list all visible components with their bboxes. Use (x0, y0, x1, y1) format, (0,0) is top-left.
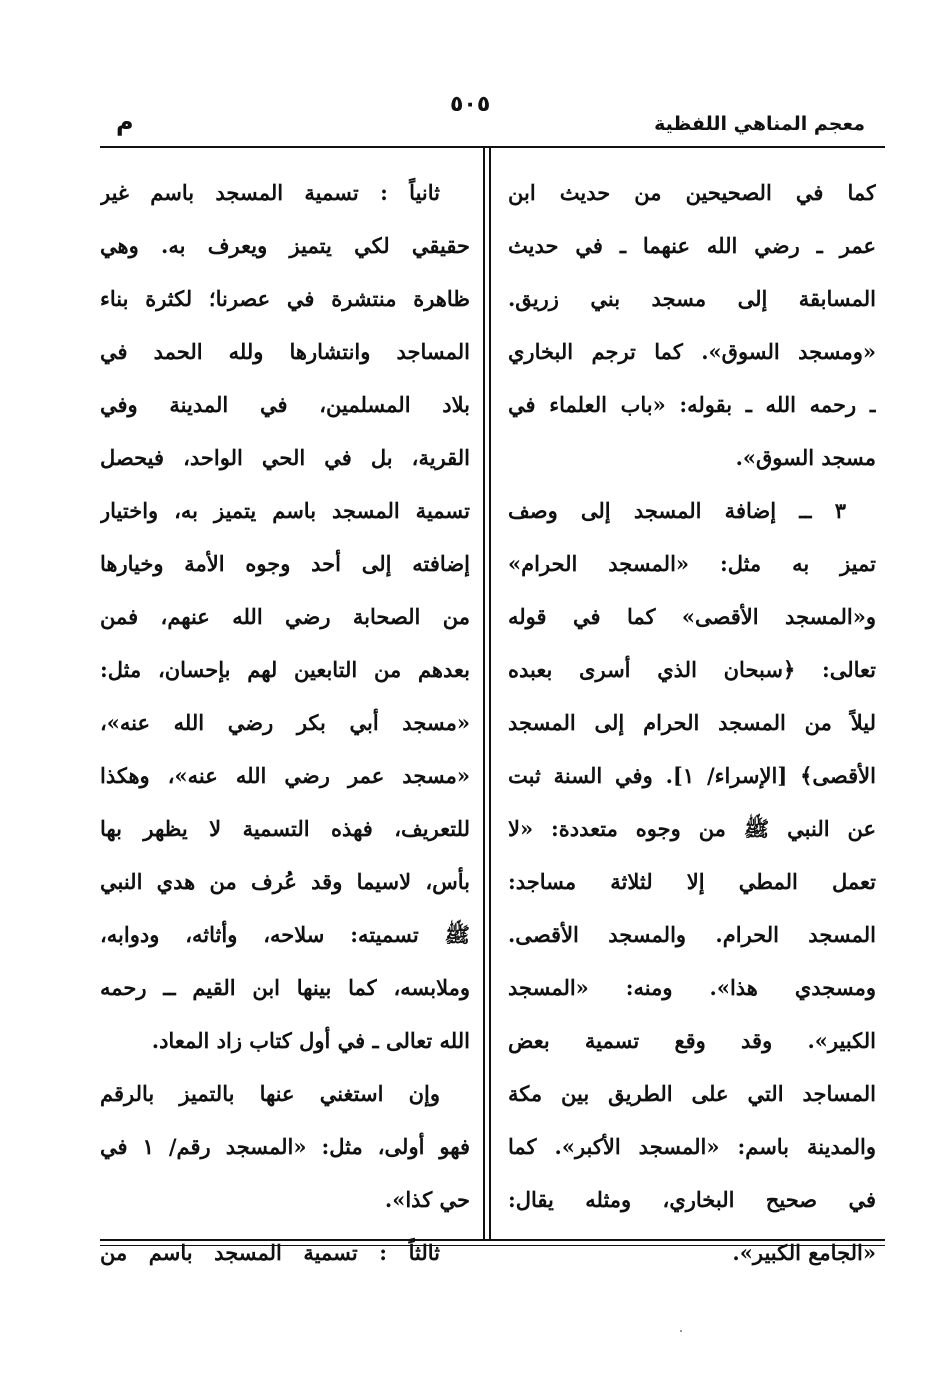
book-title: معجم المناهي اللفظية (654, 113, 865, 135)
text-line: مسجد السوق». (735, 445, 876, 470)
text-line: المساجد وانتشارها ولله الحمد في (100, 339, 470, 364)
text-line: ثالثاً : تسمية المسجد باسم من (100, 1240, 440, 1265)
text-line: بلاد المسلمين، في المدينة وفي (100, 392, 470, 417)
text-line: وإن استغني عنها بالتميز بالرقم (100, 1081, 440, 1106)
text-line: حقيقي لكي يتميز ويعرف به. وهي (100, 233, 470, 258)
text-line: المساجد التي على الطريق بين مكة (508, 1081, 876, 1106)
section-letter: م (116, 108, 134, 136)
text-line: ظاهرة منتشرة في عصرنا؛ لكثرة بناء (100, 286, 470, 311)
text-line: عمر ـ رضي الله عنهما ـ في حديث (508, 233, 876, 258)
text-line: ومسجدي هذا». ومنه: «المسجد (508, 975, 876, 1000)
text-line: المسابقة إلى مسجد بني زريق. (508, 286, 876, 311)
text-line: من الصحابة رضي الله عنهم، فمن (100, 604, 470, 629)
text-line: فهو أولى، مثل: «المسجد رقم/ ١ في (100, 1134, 470, 1159)
text-line: للتعريف، فهذه التسمية لا يظهر بها (100, 816, 470, 841)
right-column (508, 166, 876, 1279)
text-line: بعدهم من التابعين لهم بإحسان، مثل: (100, 657, 470, 682)
text-line: ـ رحمه الله ـ بقوله: «باب العلماء في (508, 392, 876, 417)
text-line: «ومسجد السوق». كما ترجم البخاري (508, 339, 876, 364)
text-line: الأقصى﴾ [الإسراء/ ١]. وفي السنة ثبت (508, 763, 876, 788)
text-line: عن النبي ﷺ من وجوه متعددة: «لا (508, 816, 876, 841)
text-line: و«المسجد الأقصى» كما في قوله (508, 604, 876, 629)
column-divider (489, 148, 491, 1240)
text-line: تعالى: ﴿سبحان الذي أسرى بعبده (508, 657, 876, 682)
text-line: ثانياً : تسمية المسجد باسم غير (100, 180, 440, 205)
text-line: حي كذا». (384, 1187, 470, 1212)
scan-speck (680, 1330, 682, 1332)
text-line: الله تعالى ـ في أول كتاب زاد المعاد. (151, 1028, 470, 1053)
text-line: بأس، لاسيما وقد عُرف من هدي النبي (100, 869, 470, 894)
text-line: «مسجد أبي بكر رضي الله عنه»، (100, 710, 470, 735)
text-line: ﷺ تسميته: سلاحه، وأثاثه، ودوابه، (100, 922, 470, 947)
text-line: تميز به مثل: «المسجد الحرام» (508, 551, 876, 576)
text-line: كما في الصحيحين من حديث ابن (508, 180, 876, 205)
text-line: تسمية المسجد باسم يتميز به، واختيار (100, 498, 470, 523)
text-line: القرية، بل في الحي الواحد، فيحصل (100, 445, 470, 470)
text-line: والمدينة باسم: «المسجد الأكبر». كما (508, 1134, 876, 1159)
left-column (100, 166, 470, 1279)
page-number: ٥٠٥ (450, 92, 491, 117)
text-line: وملابسه، كما بينها ابن القيم ــ رحمه (100, 975, 470, 1000)
text-line: الكبير». وقد وقع تسمية بعض (508, 1028, 876, 1053)
text-line: في صحيح البخاري، ومثله يقال: (508, 1187, 876, 1212)
text-line: ٣ ــ إضافة المسجد إلى وصف (508, 498, 846, 523)
text-line: ليلاً من المسجد الحرام إلى المسجد (508, 710, 876, 735)
text-line: «الجامع الكبير». (732, 1240, 876, 1265)
column-divider (483, 148, 485, 1240)
text-line: المسجد الحرام. والمسجد الأقصى. (508, 922, 876, 947)
text-line: «مسجد عمر رضي الله عنه»، وهكذا (100, 763, 470, 788)
header-rule (100, 146, 885, 148)
text-line: تعمل المطي إلا لثلاثة مساجد: (508, 869, 876, 894)
text-line: إضافته إلى أحد وجوه الأمة وخيارها (100, 551, 470, 576)
